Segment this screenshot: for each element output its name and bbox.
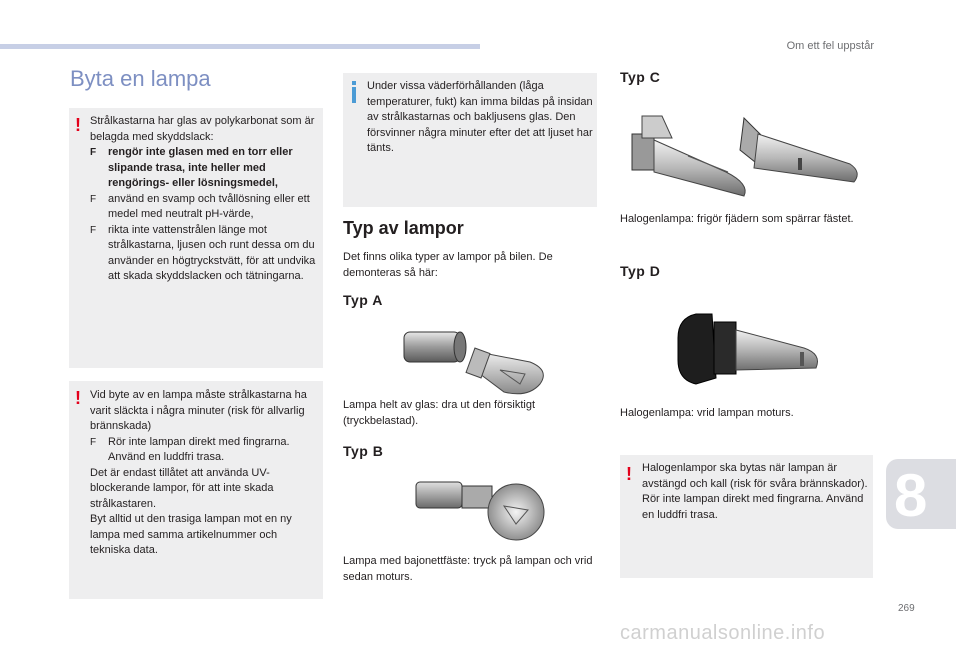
lamp-types-intro: Det finns olika typer av lampor på bilen. De demonteras så här: xyxy=(343,251,553,279)
header-bar xyxy=(0,44,480,49)
warning-text: Halogenlampor ska bytas när lampan är avstängd och kall (risk för svåra brännskador). Rör inte lampan direkt med fingrarna. Använd en luddfri trasa. xyxy=(642,462,868,521)
watermark: carmanualsonline.info xyxy=(620,622,826,644)
warning-bullet: F använd en svamp och tvållösning eller ett medel med neutralt pH-värde, xyxy=(90,192,310,220)
chapter-tab xyxy=(886,459,956,529)
warning-intro: Strålkastarna har glas av polykarbonat som är belagda med skyddslack: xyxy=(90,115,315,143)
section-title: Om ett fel uppstår xyxy=(786,40,874,52)
warning-box-bulb-change xyxy=(69,381,323,599)
warning-bullet: F rikta inte vattenstrålen länge mot strålkastarna, ljusen och runt dessa om du använder en högtryckstvätt, för att undvika att skada skyddslacken och tätningarna. xyxy=(90,223,316,282)
page-number: 269 xyxy=(898,603,915,614)
bullet-icon: F xyxy=(90,193,97,205)
type-b-title: Typ B xyxy=(343,443,384,459)
warning-icon: ! xyxy=(626,464,632,484)
info-box-condensation xyxy=(343,73,597,207)
warning-text: Byt alltid ut den trasiga lampan mot en ny lampa med samma artikelnummer och tekniska data. xyxy=(90,513,292,556)
type-c-title: Typ C xyxy=(620,69,661,85)
warning-icon: ! xyxy=(75,115,81,135)
type-d-bulb-image xyxy=(676,308,826,395)
bullet-icon: F xyxy=(90,224,97,236)
page-title: Byta en lampa xyxy=(70,66,211,91)
type-c-bulb-image xyxy=(628,110,863,205)
warning-box-halogen xyxy=(620,455,873,578)
type-d-title: Typ D xyxy=(620,263,661,279)
type-a-title: Typ A xyxy=(343,292,383,308)
type-b-bulb-image xyxy=(412,476,557,551)
type-d-description: Halogenlampa: vrid lampan moturs. xyxy=(620,407,794,419)
info-icon xyxy=(351,81,355,103)
type-b-description: Lampa med bajonettfäste: tryck på lampan och vrid sedan moturs. xyxy=(343,555,593,583)
lamp-types-heading: Typ av lampor xyxy=(343,218,464,238)
bullet-icon: F xyxy=(90,436,97,448)
info-text: Under vissa väderförhållanden (låga temperaturer, fukt) kan imma bildas på insidan av strålkastarnas och bakljusens glas. Den försvinner några minuter efter det att ljuset har tänts. xyxy=(367,80,593,154)
chapter-number: 8 xyxy=(894,462,928,529)
warning-text: Det är endast tillåtet att använda UV-blockerande lampor, för att inte skada strålkastaren. xyxy=(90,466,274,510)
warning-text: Vid byte av en lampa måste strålkastarna ha varit släckta i några minuter (risk för allvarlig brännskada) xyxy=(90,389,307,432)
warning-bullet: F rengör inte glasen med en torr eller slipande trasa, inte heller med rengörings- eller lösningsmedel, xyxy=(90,146,293,189)
type-a-description: Lampa helt av glas: dra ut den försiktigt (tryckbelastad). xyxy=(343,399,535,427)
bullet-icon: F xyxy=(90,147,97,158)
type-c-description: Halogenlampa: frigör fjädern som spärrar fästet. xyxy=(620,213,854,225)
type-a-bulb-image xyxy=(400,322,560,405)
warning-box-polycarbonate xyxy=(69,108,323,368)
warning-icon: ! xyxy=(75,388,81,408)
warning-bullet: F Rör inte lampan direkt med fingrarna. Använd en luddfri trasa. xyxy=(90,435,290,463)
